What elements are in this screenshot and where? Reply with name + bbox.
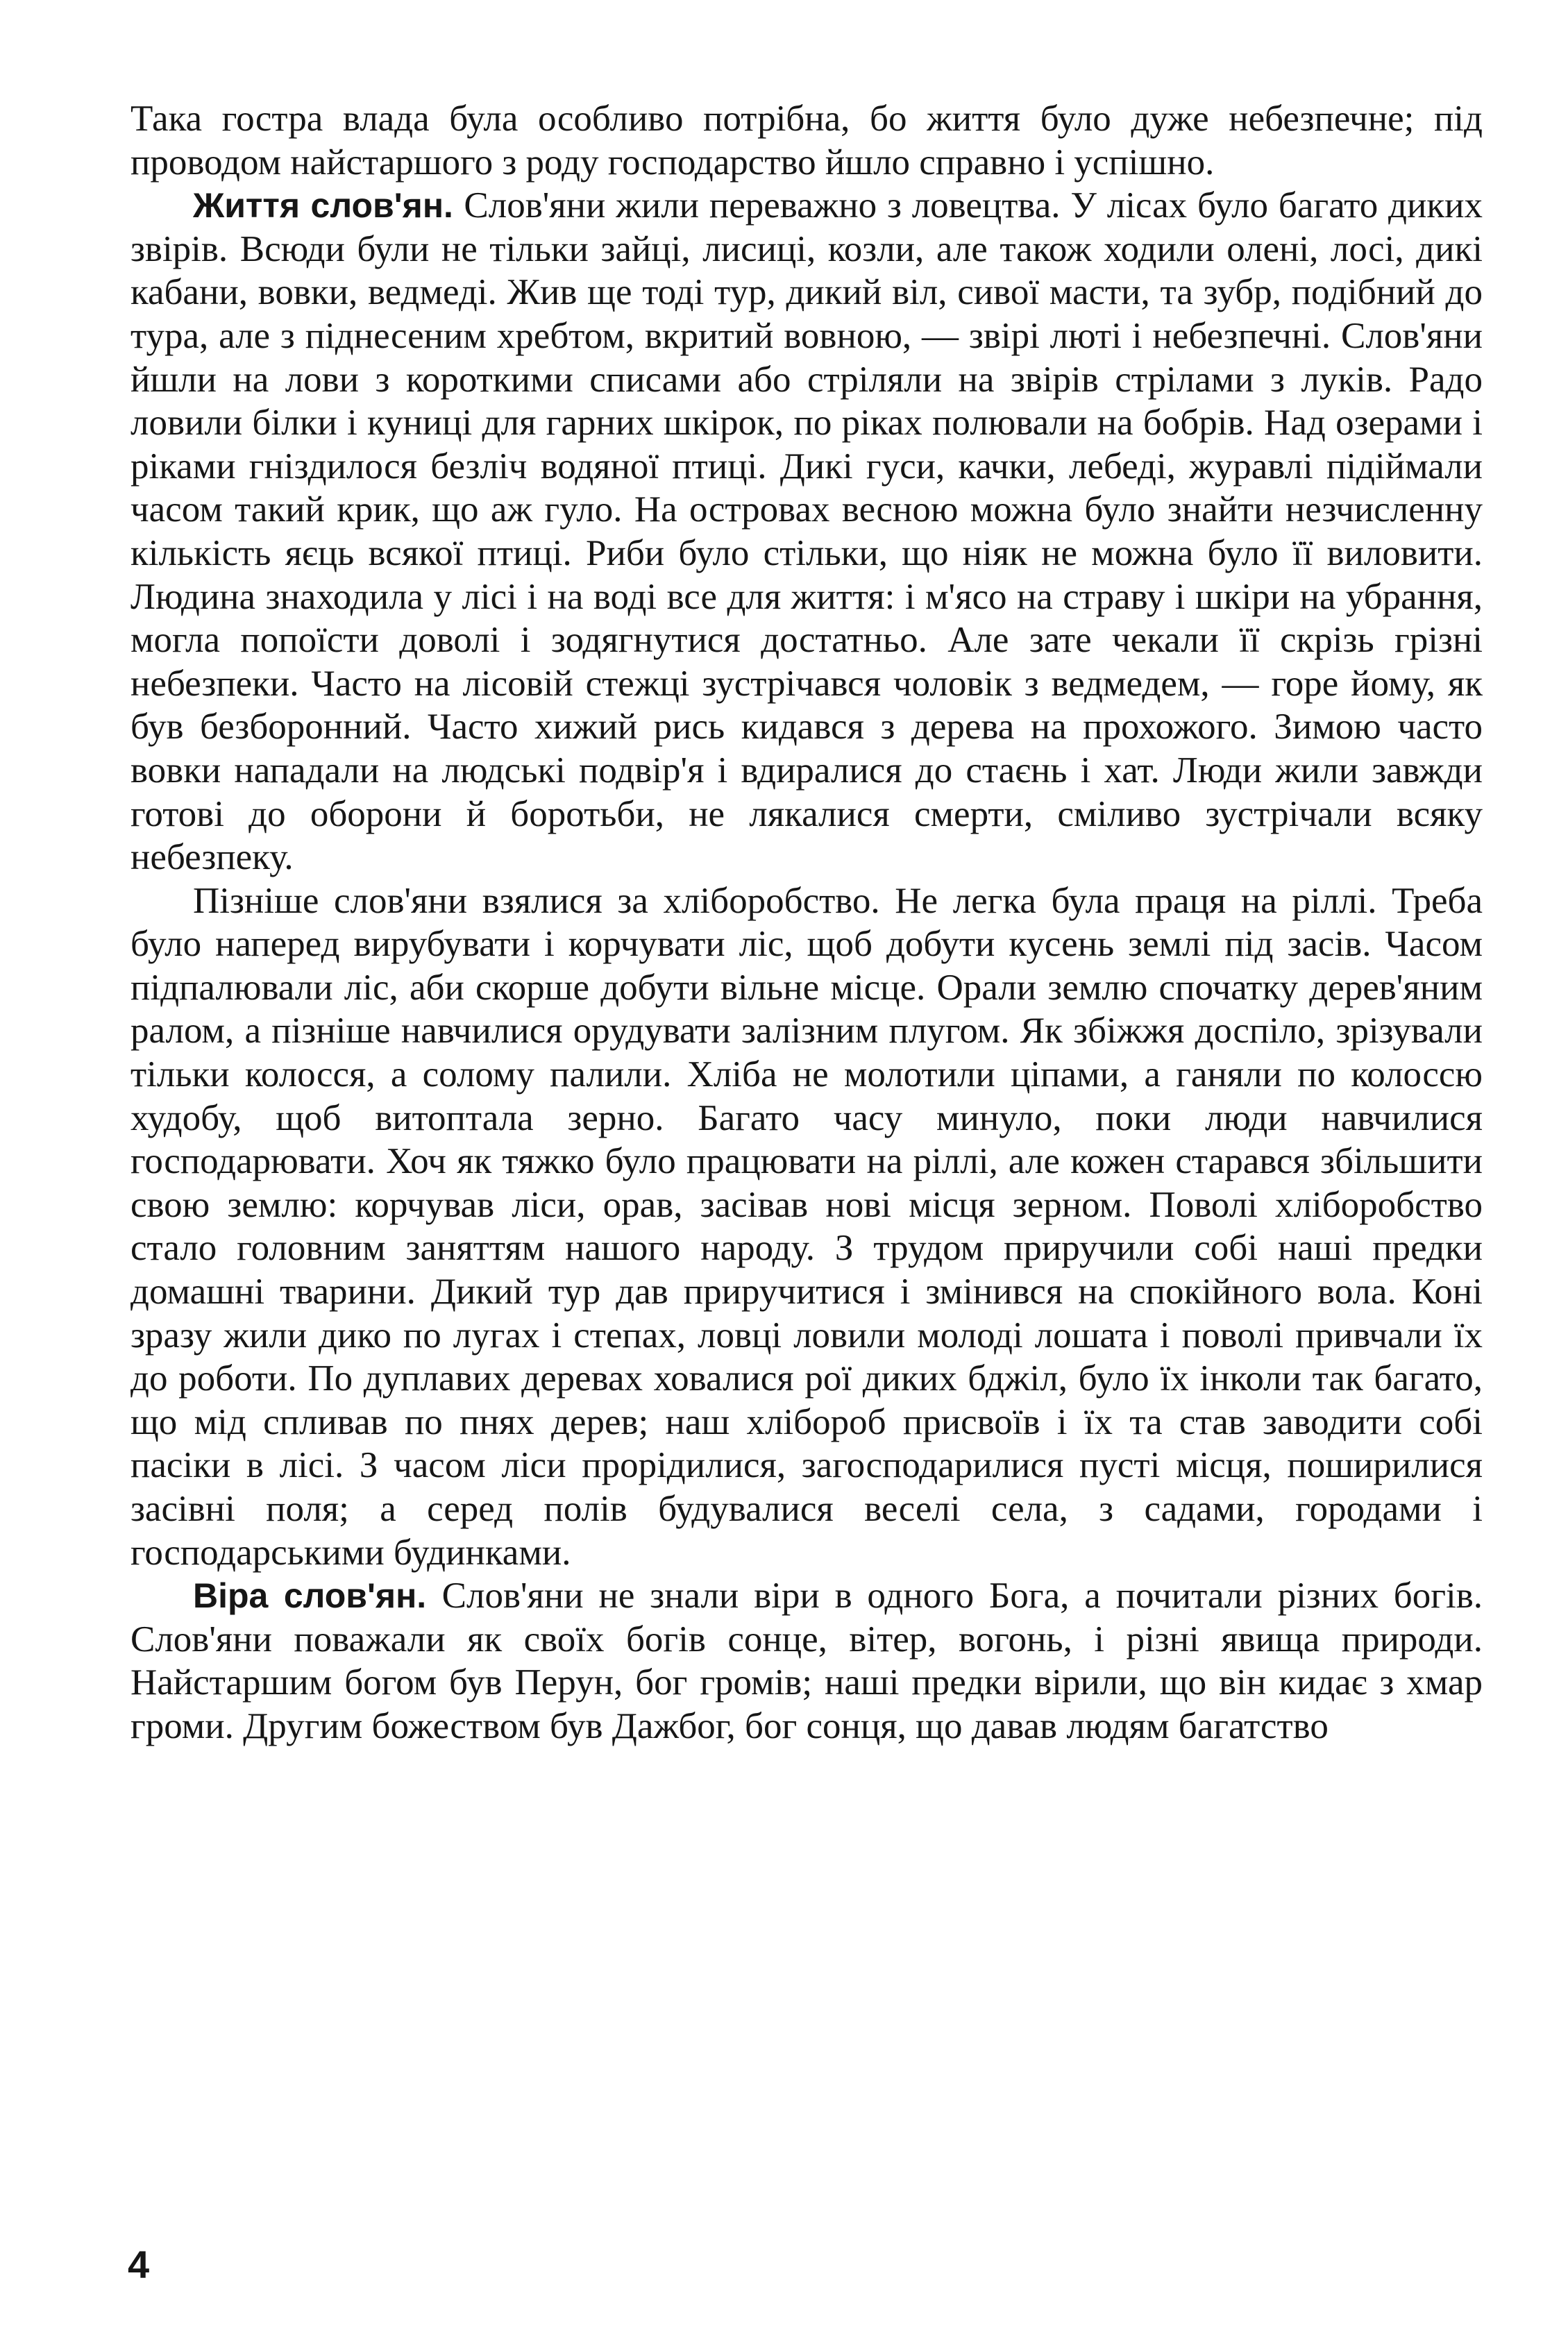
paragraph-3-text: Пізніше слов'яни взялися за хліборобство. Не легка була праця на ріллі. Треба було наперед вирубувати і корчувати ліс, щоб добути кусень землі під засів. Часом підпалювали ліс, аби скорше добути вільне місце. Орали землю спочатку дерев'яним ралом, а пізніше навчилися орудувати залізним плугом. Як збіжжя доспіло, зрізували тільки колосся, а солому палили. Хліба не молотили ціпами, а ганяли по колоссю худобу, щоб витоптала зерно. Багато часу минуло, поки люди навчилися господарювати. Хоч як тяжко було працювати на ріллі, але кожен старався збільшити свою землю: корчував ліси, орав, засівав нові місця зерном. Поволі хліборобство стало головним заняттям нашого народу. З трудом приручили собі наші предки домашні тварини. Дикий тур дав приручитися і змінився на спокійного вола. Коні зразу жили дико по лугах і степах, ловці ловили молоді лошата і поволі привчали їх до роботи. По дуплавих деревах ховалися рої диких бджіл, було їх інколи так багато, що мід спливав по пнях дерев; наш хлібороб присвоїв і їх та став заводити собі пасіки в лісі. З часом ліси прорідилися, загосподарилися пусті місця, поширилися засівні поля; а серед полів будувалися веселі села, з садами, городами і господарськими будинками. <box>130 880 1483 1573</box>
paragraph-1 <box>130 97 1483 184</box>
section-heading-faith: Віра слов'ян. <box>193 1576 442 1616</box>
paragraph-3 <box>130 879 1483 1575</box>
paragraph-4-text: Слов'яни не знали віри в одного Бога, а почитали різних богів. Слов'яни поважали як своїх богів сонце, вітер, вогонь, і різні явища природи. Найстаршим богом був Перун, бог громів; наші предки вірили, що він кидає з хмар громи. Другим божеством був Дажбог, бог сонця, що давав людям багатство <box>130 1576 1483 1746</box>
section-heading-life: Життя слов'ян. <box>193 186 464 226</box>
page-number: 4 <box>128 2243 150 2286</box>
paragraph-2 <box>130 184 1483 879</box>
page-text-block <box>130 97 1483 1748</box>
paragraph-1-text: Така гостра влада була особливо потрібна, бо життя було дуже небезпечне; під проводом найстаршого з роду господарство йшло справно і успішно. <box>130 99 1483 183</box>
paragraph-2-text: Слов'яни жили переважно з ловецтва. У лісах було багато диких звірів. Всюди були не тільки зайці, лисиці, козли, але також ходили олені, лосі, дикі кабани, вовки, ведмеді. Жив ще тоді тур, дикий віл, сивої масти, та зубр, подібний до тура, але з піднесеним хребтом, вкритий вовною, — звірі люті і небезпечні. Слов'яни йшли на лови з короткими списами або стріляли на звірів стрілами з луків. Радо ловили білки і куниці для гарних шкірок, по ріках полювали на бобрів. Над озерами і ріками гніздилося безліч водяної птиці. Дикі гуси, качки, лебеді, журавлі підіймали часом такий крик, що аж гуло. На островах весною можна було знайти незчисленну кількість яєць всякої птиці. Риби було стільки, що ніяк не можна було її виловити. Людина знаходила у лісі і на воді все для життя: і м'ясо на страву і шкіри на убрання, могла попоїсти доволі і зодягнутися достатньо. Але зате чекали її скрізь грізні небезпеки. Часто на лісовій стежці зустрічався чоловік з ведмедем, — горе йому, як був безборонний. Часто хижий рись кидався з дерева на прохожого. Зимою часто вовки нападали на людські подвір'я і вдиралися до стаєнь і хат. Люди жили завжди готові до оборони й боротьби, не лякалися смерти, сміливо зустрічали всяку небезпеку. <box>130 185 1483 878</box>
paragraph-4 <box>130 1574 1483 1748</box>
